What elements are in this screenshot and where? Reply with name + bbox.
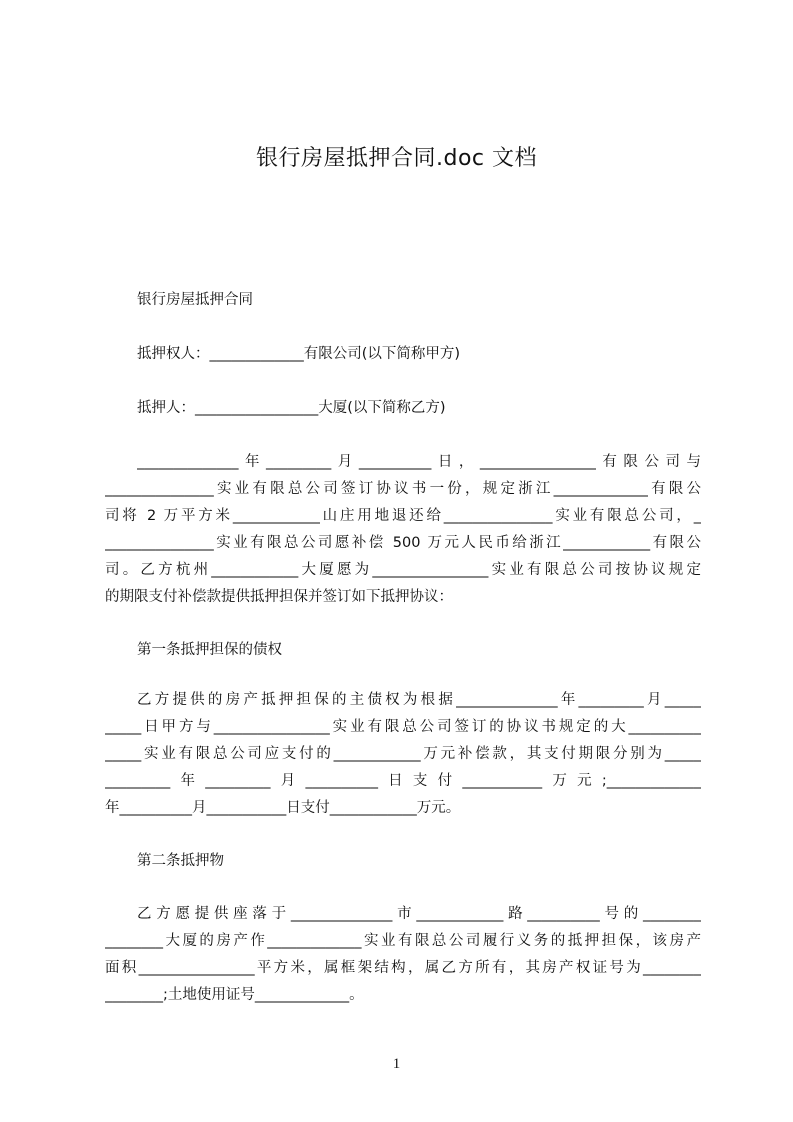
page-number: 1 (392, 1056, 401, 1072)
paragraph-line: 乙方愿提供座落于______________市____________路__________号的________ (137, 906, 701, 922)
paragraph-line: 乙方提供的房产抵押担保的主债权为根据______________年_________月_____ (137, 692, 701, 708)
paragraph-line: _____日甲方与________________实业有限总公司签订的协议书规定的大__________ (105, 719, 701, 735)
paragraph-line: _________年_________月__________日支付___________万元;_____________ (105, 773, 701, 789)
paragraph-line: 的期限支付补偿款提供抵押担保并签订如下抵押协议： (105, 589, 453, 605)
paragraph-line: ________大厦的房产作_____________实业有限总公司履行义务的抵押担保，该房产 (105, 933, 701, 949)
article-2-heading: 第二条抵押物 (137, 853, 224, 869)
mortgagee-line: 抵押权人：_____________有限公司(以下简称甲方) (137, 346, 461, 362)
article-1-heading: 第一条抵押担保的债权 (137, 642, 282, 658)
paragraph-line: _______________实业有限总公司签订协议书一份，规定浙江_____________有限公 (105, 481, 701, 497)
paragraph-line: _____实业有限总公司应支付的____________万元补偿款，其支付期限分别为_____ (105, 746, 701, 762)
document-title: 银行房屋抵押合同.doc 文档 (255, 146, 537, 171)
paragraph-line: ________;土地使用证号_____________。 (105, 987, 364, 1003)
paragraph-line: 面积________________平方米，属框架结构，属乙方所有，其房产权证号为________ (105, 960, 701, 976)
paragraph-line: 年__________月___________日支付____________万元。 (105, 800, 461, 816)
contract-heading: 银行房屋抵押合同 (137, 292, 253, 308)
paragraph-line: _______________实业有限总公司愿补偿 500 万元人民币给浙江____________有限公 (105, 535, 701, 551)
paragraph-line: ______________年_________月__________日，________________有限公司与 (137, 454, 701, 470)
mortgagor-line: 抵押人：_________________大厦(以下简称乙方) (137, 400, 446, 416)
paragraph-line: 司。乙方杭州____________大厦愿为________________实业有限总公司按协议规定 (105, 562, 701, 578)
paragraph-line: 司将 2 万平方米____________山庄用地退还给_______________实业有限总公司，_ (105, 508, 701, 524)
